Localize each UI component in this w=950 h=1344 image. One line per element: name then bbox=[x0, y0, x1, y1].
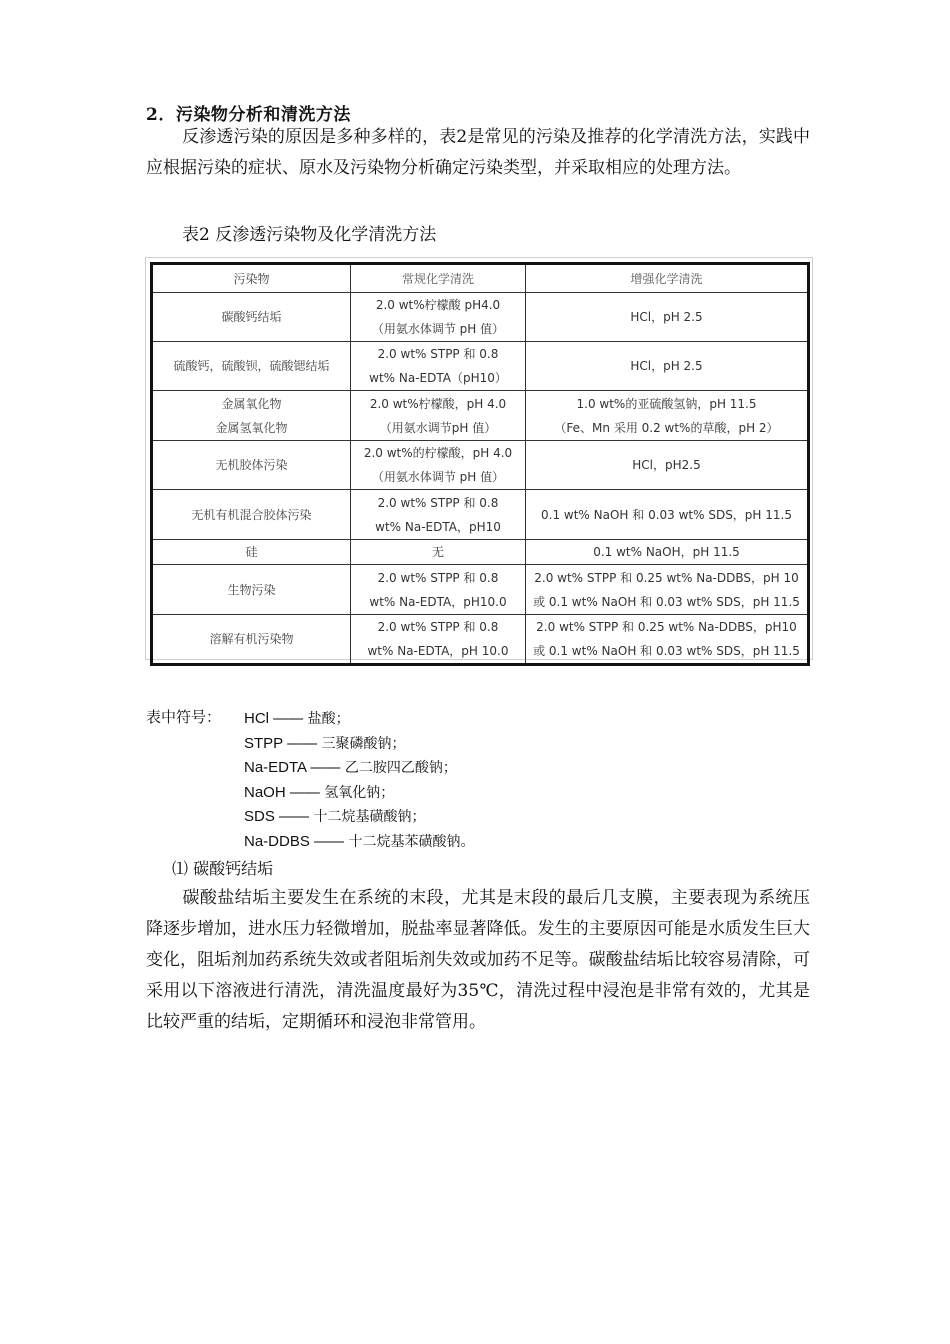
cell-line: 2.0 wt% STPP 和 0.25 wt% Na-DDBS，pH10 bbox=[536, 620, 797, 634]
cell-line: 1.0 wt%的亚硫酸氢钠，pH 11.5 bbox=[576, 396, 757, 411]
cell-line: 无机有机混合胶体污染 bbox=[191, 507, 312, 522]
legend-list bbox=[244, 706, 744, 853]
cell-pollutant bbox=[152, 615, 351, 665]
cell-enhanced-cleaning bbox=[526, 441, 809, 490]
cell-line: 0.1 wt% NaOH 和 0.03 wt% SDS，pH 11.5 bbox=[541, 507, 792, 522]
section-heading: 2．污染物分析和清洗方法 bbox=[146, 105, 351, 125]
cell-enhanced-cleaning bbox=[526, 342, 809, 391]
legend-item bbox=[244, 706, 744, 731]
cell-regular-cleaning bbox=[351, 490, 526, 540]
cell-regular-cleaning bbox=[351, 391, 526, 441]
cell-enhanced-cleaning bbox=[526, 565, 809, 615]
body-text: 碳酸盐结垢主要发生在系统的末段，尤其是末段的最后几支膜，主要表现为系统压降逐步增加，进水压力轻微增加，脱盐率显著降低。发生的主要原因可能是水质发生巨大变化，阻垢剂加药系统失效或者阻垢剂失效或加药不足等。碳酸盐结垢比较容易清除，可采用以下溶液进行清洗，清洗温度最好为35℃，清洗过程中浸泡是非常有效的，尤其是比较严重的结垢，定期循环和浸泡非常管用。 bbox=[146, 888, 810, 1032]
cell-line: 2.0 wt% STPP 和 0.8 bbox=[377, 495, 499, 510]
cell-regular-cleaning bbox=[351, 441, 526, 490]
cell-line: 2.0 wt% STPP 和 0.25 wt% Na-DDBS，pH 10 bbox=[534, 570, 799, 585]
cell-enhanced-cleaning bbox=[526, 391, 809, 441]
cell-line: 2.0 wt%的柠檬酸，pH 4.0 bbox=[363, 446, 513, 460]
subsection-heading: ⑴ 碳酸钙结垢 bbox=[172, 859, 274, 878]
cell-enhanced-cleaning bbox=[526, 540, 809, 565]
table-caption: 表2 反渗透污染物及化学清洗方法 bbox=[182, 225, 437, 245]
cell-line: 0.1 wt% NaOH，pH 11.5 bbox=[593, 545, 740, 559]
cell-line: HCl，pH 2.5 bbox=[630, 310, 703, 324]
cell-line: 溶解有机污染物 bbox=[209, 632, 294, 646]
legend-item bbox=[244, 829, 744, 854]
cell-regular-cleaning bbox=[351, 342, 526, 391]
table-row bbox=[152, 540, 809, 565]
cell-pollutant bbox=[152, 540, 351, 565]
cell-line: （用氨水体调节 pH 值） bbox=[371, 470, 505, 484]
cell-enhanced-cleaning bbox=[526, 490, 809, 540]
cell-line: （用氨水体调节 pH 值） bbox=[371, 322, 505, 336]
cell-line: 或 0.1 wt% NaOH 和 0.03 wt% SDS，pH 11.5 bbox=[533, 644, 800, 658]
cell-line: 金属氢氧化物 bbox=[215, 420, 288, 435]
cell-pollutant bbox=[152, 342, 351, 391]
cell-line: 无机胶体污染 bbox=[215, 458, 288, 472]
cell-line: 生物污染 bbox=[227, 582, 276, 597]
legend-item bbox=[244, 780, 744, 805]
cleaning-methods-table bbox=[150, 262, 810, 666]
legend-desc: 氢氧化钠； bbox=[319, 784, 395, 801]
table-row bbox=[152, 293, 809, 342]
table-header-row bbox=[152, 264, 809, 293]
cell-line: wt% Na-EDTA，pH10.0 bbox=[369, 594, 507, 609]
cell-line: 2.0 wt%柠檬酸，pH 4.0 bbox=[369, 396, 507, 411]
table-row bbox=[152, 391, 809, 441]
table-row bbox=[152, 615, 809, 665]
cell-line: 金属氧化物 bbox=[221, 396, 282, 411]
header-enhanced-cleaning: 增强化学清洗 bbox=[526, 264, 809, 293]
legend-abbr: Na-DDBS —— bbox=[244, 832, 345, 850]
cell-line: wt% Na-EDTA（pH10） bbox=[369, 371, 507, 385]
cell-regular-cleaning bbox=[351, 615, 526, 665]
cell-pollutant bbox=[152, 293, 351, 342]
legend-item bbox=[244, 731, 744, 756]
table-row bbox=[152, 565, 809, 615]
cell-line: 硫酸钙，硫酸钡，硫酸锶结垢 bbox=[173, 359, 330, 373]
legend-abbr: STPP —— bbox=[244, 734, 318, 752]
cell-line: （Fe、Mn 采用 0.2 wt%的草酸，pH 2） bbox=[554, 420, 779, 435]
header-pollutant: 污染物 bbox=[152, 264, 351, 293]
cell-pollutant bbox=[152, 391, 351, 441]
intro-text: 反渗透污染的原因是多种多样的，表2是常见的污染及推荐的化学清洗方法，实践中应根据污染的症状、原水及污染物分析确定污染类型，并采取相应的处理方法。 bbox=[146, 127, 810, 178]
legend-abbr: Na-EDTA —— bbox=[244, 759, 341, 776]
cell-line: 或 0.1 wt% NaOH 和 0.03 wt% SDS，pH 11.5 bbox=[533, 594, 800, 609]
cell-line: 无 bbox=[431, 545, 444, 559]
cell-line: wt% Na-EDTA，pH10 bbox=[375, 519, 501, 534]
cell-line: 2.0 wt%柠檬酸 pH4.0 bbox=[375, 298, 501, 312]
cell-pollutant bbox=[152, 490, 351, 540]
legend-desc: 十二烷基磺酸钠； bbox=[309, 809, 426, 825]
table-row bbox=[152, 490, 809, 540]
legend-item bbox=[244, 804, 744, 829]
table-image-frame bbox=[145, 257, 813, 660]
legend-desc: 乙二胺四乙酸钠； bbox=[340, 760, 457, 776]
table-row bbox=[152, 441, 809, 490]
legend-item bbox=[244, 755, 744, 780]
legend-abbr: NaOH —— bbox=[244, 783, 320, 801]
cell-regular-cleaning bbox=[351, 540, 526, 565]
cell-pollutant bbox=[152, 441, 351, 490]
cell-enhanced-cleaning bbox=[526, 615, 809, 665]
legend-desc: 盐酸； bbox=[303, 711, 350, 727]
cell-line: （用氨水调节pH 值） bbox=[379, 420, 497, 435]
cell-line: HCl，pH 2.5 bbox=[630, 359, 703, 373]
cell-line: wt% Na-EDTA，pH 10.0 bbox=[367, 644, 509, 658]
cell-line: 硅 bbox=[245, 545, 258, 559]
header-regular-cleaning: 常规化学清洗 bbox=[351, 264, 526, 293]
cell-line: HCl，pH2.5 bbox=[632, 458, 701, 472]
legend-desc: 十二烷基苯磺酸钠。 bbox=[344, 833, 475, 850]
cell-enhanced-cleaning bbox=[526, 293, 809, 342]
cell-line: 碳酸钙结垢 bbox=[221, 310, 282, 324]
cell-regular-cleaning bbox=[351, 565, 526, 615]
table-row bbox=[152, 342, 809, 391]
cell-line: 2.0 wt% STPP 和 0.8 bbox=[377, 620, 499, 634]
cell-pollutant bbox=[152, 565, 351, 615]
cell-regular-cleaning bbox=[351, 293, 526, 342]
cell-line: 2.0 wt% STPP 和 0.8 bbox=[377, 570, 499, 585]
body-paragraph bbox=[146, 883, 810, 1038]
legend-desc: 三聚磷酸钠； bbox=[317, 735, 406, 752]
legend-abbr: HCl —— bbox=[244, 710, 304, 727]
intro-paragraph bbox=[146, 122, 810, 184]
legend-abbr: SDS —— bbox=[244, 808, 310, 825]
cell-line: 2.0 wt% STPP 和 0.8 bbox=[377, 347, 499, 361]
legend-label: 表中符号： bbox=[146, 708, 222, 726]
